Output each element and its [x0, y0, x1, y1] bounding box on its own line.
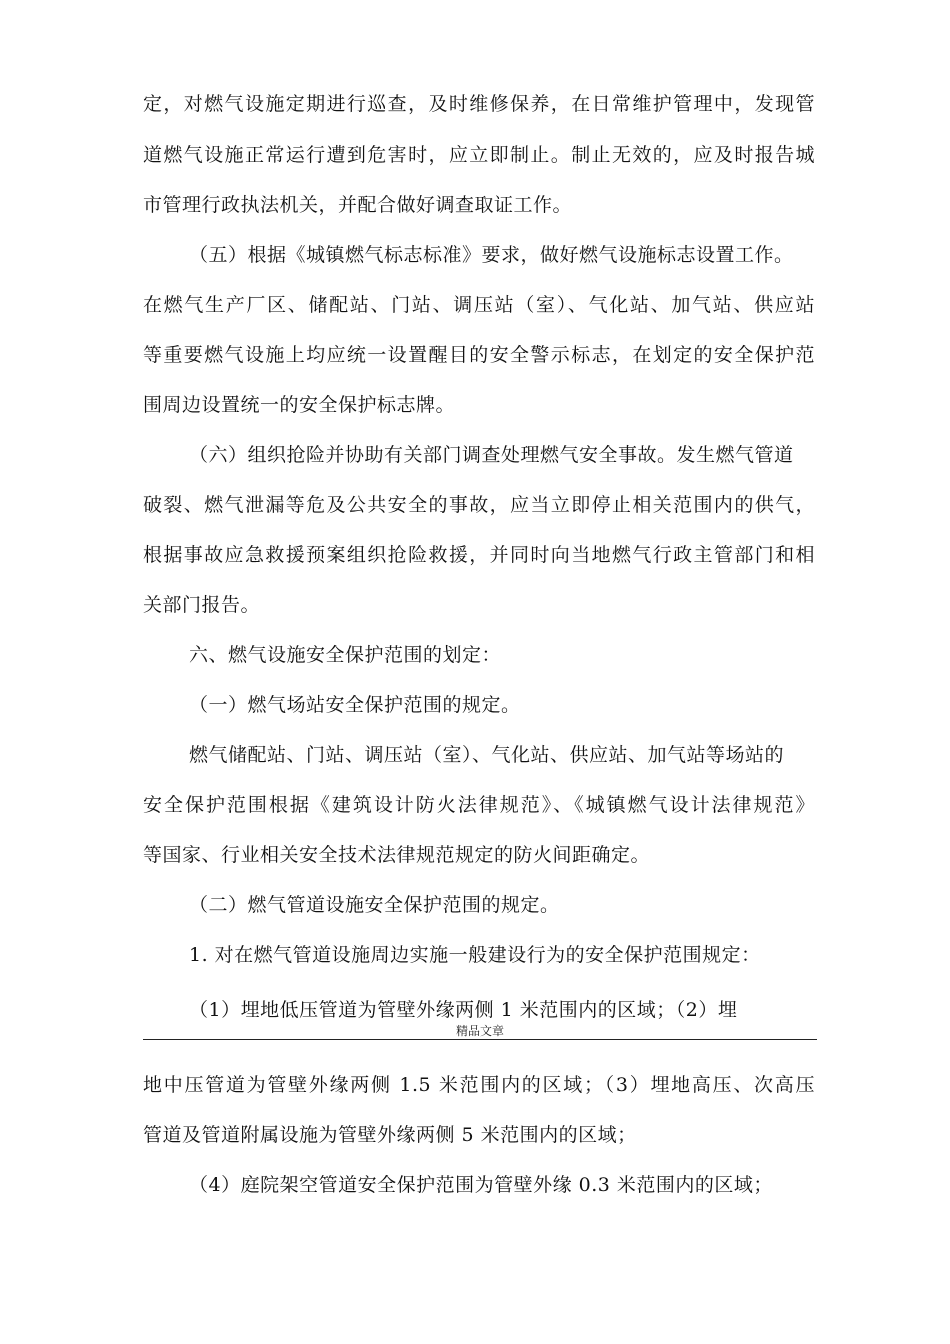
text-line: 关部门报告。 — [143, 594, 261, 616]
text-line: 破裂、燃气泄漏等危及公共安全的事故，应当立即停止相关范围内的供气， — [143, 494, 815, 516]
paragraph-start: （五）根据《城镇燃气标志标准》要求，做好燃气设施标志设置工作。 — [189, 244, 794, 266]
section-heading: 六、燃气设施安全保护范围的划定： — [189, 644, 502, 666]
text-line: 在燃气生产厂区、储配站、门站、调压站（室）、气化站、加气站、供应站 — [143, 294, 815, 316]
subsection-heading: （一）燃气场站安全保护范围的规定。 — [189, 694, 521, 716]
text-line: 安全保护范围根据《建筑设计防火法律规范》、《城镇燃气设计法律规范》 — [143, 794, 815, 816]
list-item: （4）庭院架空管道安全保护范围为管壁外缘 0.3 米范围内的区域； — [189, 1174, 773, 1196]
text-line: 围周边设置统一的安全保护标志牌。 — [143, 394, 456, 416]
footer-divider — [143, 1039, 817, 1040]
text-line: 定，对燃气设施定期进行巡查，及时维修保养，在日常维护管理中，发现管 — [143, 93, 815, 115]
text-line: 等国家、行业相关安全技术法律规范规定的防火间距确定。 — [143, 844, 651, 866]
text-line: 道燃气设施正常运行遭到危害时，应立即制止。制止无效的，应及时报告城 — [143, 144, 815, 166]
paragraph-start: 燃气储配站、门站、调压站（室）、气化站、供应站、加气站等场站的 — [189, 744, 785, 766]
page-footer: 精品文章 — [455, 1024, 504, 1038]
paragraph-start: （六）组织抢险并协助有关部门调查处理燃气安全事故。发生燃气管道 — [189, 444, 794, 466]
list-item: 1. 对在燃气管道设施周边实施一般建设行为的安全保护范围规定： — [189, 944, 761, 966]
list-item: （1）埋地低压管道为管壁外缘两侧 1 米范围内的区域；（2）埋 — [189, 999, 738, 1021]
text-line: 根据事故应急救援预案组织抢险救援，并同时向当地燃气行政主管部门和相 — [143, 544, 815, 566]
text-line: 市管理行政执法机关，并配合做好调查取证工作。 — [143, 194, 573, 216]
text-line: 地中压管道为管壁外缘两侧 1.5 米范围内的区域；（3）埋地高压、次高压 — [143, 1074, 815, 1096]
text-line: 等重要燃气设施上均应统一设置醒目的安全警示标志，在划定的安全保护范 — [143, 344, 815, 366]
text-line: 管道及管道附属设施为管壁外缘两侧 5 米范围内的区域； — [143, 1124, 637, 1146]
subsection-heading: （二）燃气管道设施安全保护范围的规定。 — [189, 894, 560, 916]
